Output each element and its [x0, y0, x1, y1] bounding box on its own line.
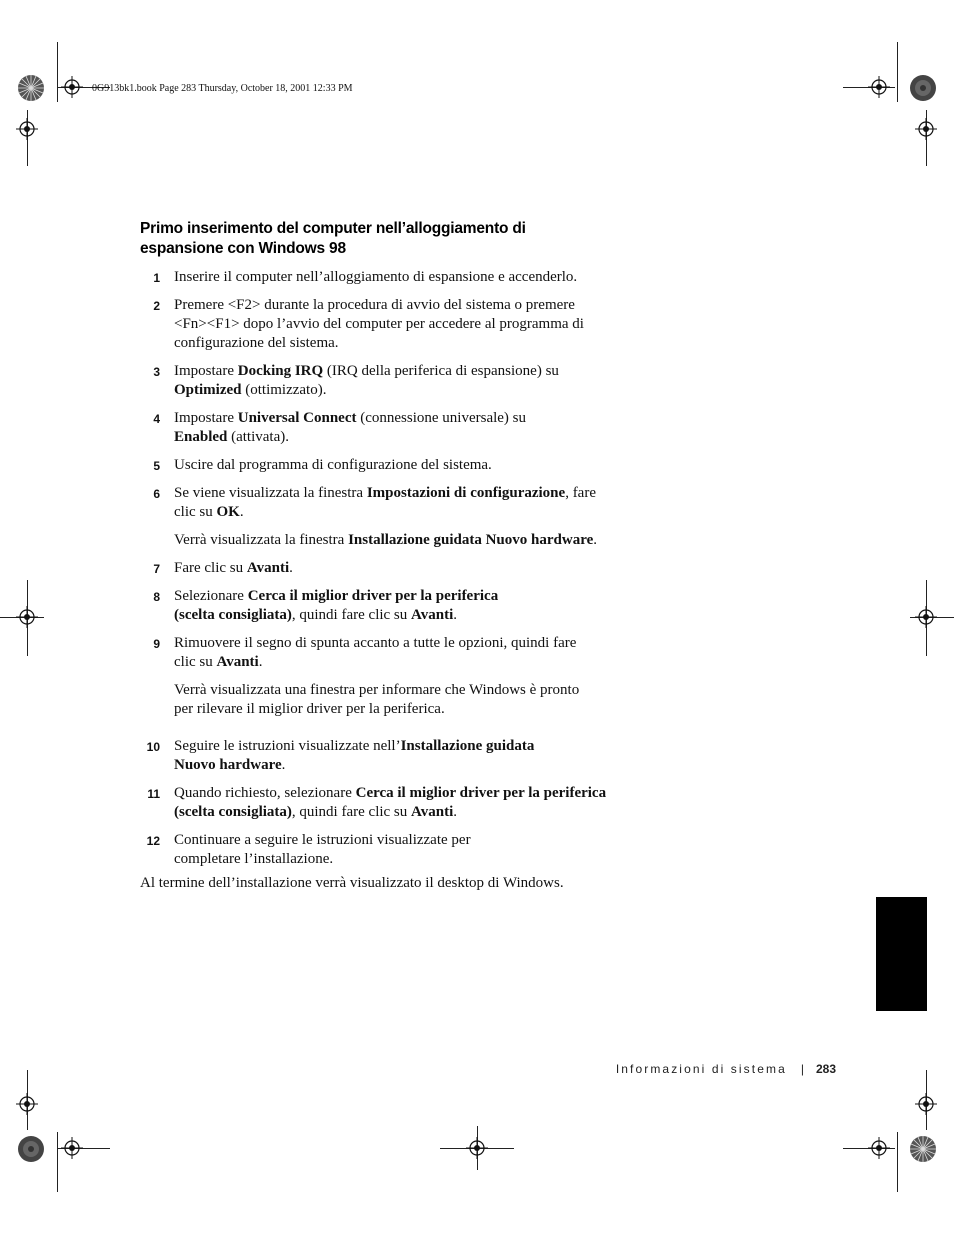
ui-term: Avanti — [411, 607, 454, 623]
step-text-run: Quando richiesto, selezionare — [174, 785, 356, 801]
step-text-run: Selezionare — [174, 588, 248, 604]
step-text-run: Verrà visualizzata la finestra — [174, 532, 349, 548]
step-text — [174, 737, 640, 775]
ui-term: Avanti — [411, 804, 454, 820]
print-slug: 0G913bk1.book Page 283 Thursday, October 18, 2001 12:33 PM — [92, 83, 353, 94]
crop-mark — [57, 42, 58, 102]
step-item — [140, 296, 640, 353]
step-text-run: <Fn><F1> dopo l’avvio del computer per accedere al programma di — [174, 316, 584, 332]
ui-term: Enabled — [174, 429, 228, 445]
step-text-run: Verrà visualizzata una finestra per informare che Windows è pronto — [174, 682, 580, 698]
step-text — [174, 634, 640, 672]
starburst-target-icon — [17, 1135, 45, 1163]
step-number: 6 — [153, 487, 160, 501]
step-text-run: Se viene visualizzata la finestra — [174, 485, 367, 501]
step-number: 3 — [153, 365, 160, 379]
starburst-target-icon — [909, 74, 937, 102]
step-text — [174, 484, 640, 522]
step-text — [174, 296, 640, 353]
step-text-run: Uscire dal programma di configurazione del sistema. — [174, 457, 492, 473]
crop-mark — [57, 1132, 58, 1192]
registration-mark-icon — [915, 1093, 937, 1115]
step-item — [140, 456, 640, 475]
step-number: 9 — [153, 637, 160, 651]
step-item — [140, 559, 640, 578]
step-text-run: Inserire il computer nell’alloggiamento di espansione e accenderlo. — [174, 269, 578, 285]
step-text-run: Rimuovere il segno di spunta accanto a tutte le opzioni, quindi fare — [174, 635, 577, 651]
registration-mark-icon — [466, 1137, 488, 1159]
step-text-run: . — [593, 532, 597, 548]
ui-term: Cerca il miglior driver per la periferica — [355, 785, 607, 801]
step-text-run: . — [239, 504, 244, 520]
step-text-run: clic su — [174, 504, 217, 520]
page-number: 283 — [815, 1062, 836, 1076]
step-text-run: , quindi fare clic su — [291, 607, 412, 623]
step-text-run: . — [258, 654, 263, 670]
step-text-run: (ottimizzato). — [241, 382, 327, 398]
step-text-run: completare l’installazione. — [174, 851, 334, 867]
ui-term: (scelta consigliata) — [174, 804, 292, 820]
step-item — [140, 587, 640, 625]
step-note — [174, 681, 640, 719]
step-number: 5 — [153, 459, 160, 473]
step-text — [174, 831, 640, 869]
step-text-run: per rilevare il miglior driver per la periferica. — [174, 701, 445, 717]
ui-term: Docking IRQ — [237, 363, 324, 379]
step-text-run: (attivata). — [227, 429, 289, 445]
step-text-run: (IRQ della periferica di espansione) su — [323, 363, 559, 379]
step-text-run: Fare clic su — [174, 560, 247, 576]
step-number: 4 — [153, 412, 160, 426]
step-text — [174, 559, 640, 578]
step-text-run: Premere <F2> durante la procedura di avvio del sistema o premere — [174, 297, 575, 313]
step-text-run: Impostare — [174, 363, 238, 379]
step-text — [174, 409, 640, 447]
ui-term: Avanti — [216, 654, 259, 670]
step-text-run: clic su — [174, 654, 217, 670]
step-text — [174, 362, 640, 400]
step-number: 7 — [153, 562, 160, 576]
crop-mark — [897, 1132, 898, 1192]
step-text-run: . — [453, 804, 458, 820]
registration-mark-icon — [61, 1137, 83, 1159]
step-text-run: , quindi fare clic su — [291, 804, 412, 820]
ui-term: Impostazioni di configurazione — [366, 485, 566, 501]
ui-term: Cerca il miglior driver per la periferica — [247, 588, 499, 604]
step-item — [140, 409, 640, 447]
footer-section-title: Informazioni di sistema — [615, 1062, 787, 1076]
step-item — [140, 831, 640, 869]
step-text-run: Impostare — [174, 410, 238, 426]
step-text-run: Continuare a seguire le istruzioni visualizzate per — [174, 832, 471, 848]
chapter-thumb-tab — [876, 897, 927, 1011]
step-number: 10 — [146, 740, 160, 754]
ui-term: OK — [216, 504, 240, 520]
page-footer — [616, 1062, 836, 1076]
heading-line: Primo inserimento del computer nell’alloggiamento di — [140, 220, 526, 237]
starburst-target-icon — [909, 1135, 937, 1163]
step-text-run: , fare — [565, 485, 596, 501]
registration-mark-icon — [16, 1093, 38, 1115]
ui-term: Universal Connect — [237, 410, 357, 426]
step-note — [174, 531, 640, 550]
registration-mark-icon — [61, 76, 83, 98]
step-number: 2 — [153, 299, 160, 313]
registration-mark-icon — [915, 606, 937, 628]
step-number: 11 — [147, 787, 160, 801]
closing-paragraph: Al termine dell’installazione verrà visualizzato il desktop di Windows. — [140, 875, 564, 891]
registration-mark-icon — [868, 1137, 890, 1159]
ui-term: (scelta consigliata) — [174, 607, 292, 623]
step-text — [174, 456, 640, 475]
step-item — [140, 268, 640, 287]
step-text-run: . — [289, 560, 293, 576]
ui-term: Installazione guidata — [400, 738, 535, 754]
step-text-run: Seguire le istruzioni visualizzate nell’ — [174, 738, 401, 754]
registration-mark-icon — [16, 606, 38, 628]
step-number: 8 — [153, 590, 160, 604]
step-number: 12 — [146, 834, 160, 848]
step-text-run: . — [281, 757, 286, 773]
step-item — [140, 634, 640, 719]
step-text-run: configurazione del sistema. — [174, 335, 339, 351]
step-text — [174, 587, 640, 625]
heading-line: espansione con Windows 98 — [140, 240, 346, 257]
registration-mark-icon — [868, 76, 890, 98]
registration-mark-icon — [16, 118, 38, 140]
ui-term: Avanti — [246, 560, 290, 576]
registration-mark-icon — [915, 118, 937, 140]
crop-mark — [897, 42, 898, 102]
ui-term: Installazione guidata Nuovo hardware — [348, 532, 594, 548]
ui-term: Nuovo hardware — [174, 757, 282, 773]
step-item — [140, 362, 640, 400]
step-text — [174, 784, 640, 822]
ui-term: Optimized — [174, 382, 242, 398]
starburst-target-icon — [17, 74, 45, 102]
step-text-run: . — [453, 607, 458, 623]
step-item — [140, 784, 640, 822]
step-text-run: (connessione universale) su — [356, 410, 527, 426]
footer-separator: | — [800, 1062, 804, 1076]
step-text — [174, 268, 640, 287]
step-item — [140, 484, 640, 550]
step-item — [140, 737, 640, 775]
procedure-steps — [140, 268, 640, 878]
step-number: 1 — [153, 271, 160, 285]
section-heading — [140, 219, 620, 259]
